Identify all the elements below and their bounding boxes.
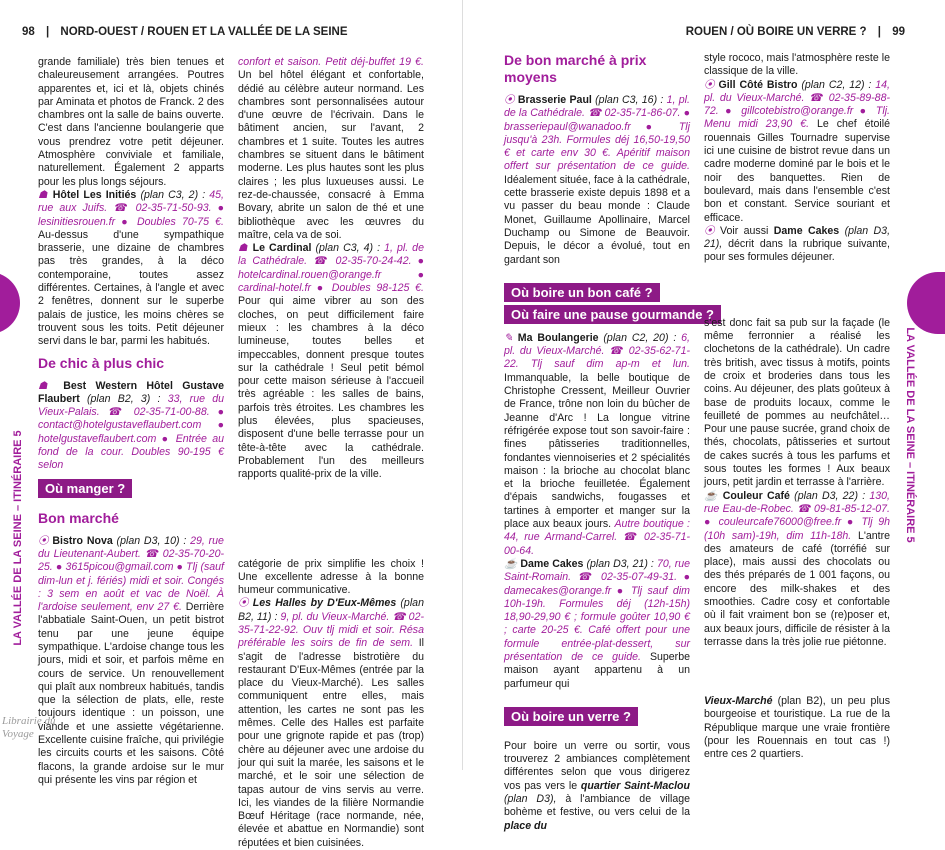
- listing-address: 1, pl. de la Cathédrale. ☎ 02-35-71-86-07. ● brasseriepaul@wanadoo.fr ● Tlj jusqu'à 23h. Formules déj 16,50-19,50 € et carte env 30 €. Apéritif maison offert sur présentation de ce guide.: [504, 94, 690, 173]
- listing-address: 45, rue aux Juifs. ☎ 02-35-71-50-93. ● lesinitiesrouen.fr ● Doubles 70-75 €.: [38, 188, 224, 228]
- page-number: 99: [892, 26, 905, 38]
- listing-address: confort et saison. Petit déj-buffet 19 €.: [238, 56, 424, 68]
- listing-name: Best Western Hôtel Gustave Flaubert: [38, 379, 225, 405]
- listing-name: Couleur Café: [722, 489, 790, 502]
- listing-name: Brasserie Paul: [517, 94, 592, 106]
- listing-location: (plan C2, 12) :: [801, 78, 872, 91]
- section-box-heading: Où boire un bon café ?: [504, 283, 660, 302]
- listing-description: Pour qui aime vibrer au son des cloches, on peut difficilement faire mieux : les chambres à la déco lumineuse, toutes belles et impeccables, donnent presque toutes sur la cathédrale ! Seul petit bémol pour cette maison sérieuse à l'accueil très agréable : les salles de bains, parfois très étroites. Les chambres les plus élevées, plus spacieuses, disposent d'une belle terrasse pour un tête-à-tête avec la cathédrale. Probablement l'un des meilleurs rapports qualité-prix de la ville.: [238, 295, 424, 481]
- paragraph: style rococo, mais l'atmosphère reste le classique de la ville.: [704, 52, 890, 78]
- text-column: [38, 56, 225, 786]
- listing-brasserie-paul: [504, 94, 690, 267]
- listing-location: (plan C3, 4) :: [315, 242, 381, 255]
- listing-bistro-nova: [38, 535, 224, 788]
- gutter: [462, 0, 463, 770]
- pastry-icon: ✎: [504, 331, 513, 344]
- listing-dame-cakes: [504, 558, 690, 691]
- section-heading: De bon marché à prix moyens: [504, 52, 647, 85]
- text-column: [504, 52, 714, 832]
- text-column: [238, 56, 424, 849]
- listing-gill-cote-bistro: [704, 79, 890, 225]
- listing-location: (plan C3, 2) :: [140, 188, 206, 201]
- restaurant-icon: ⦿: [38, 534, 49, 547]
- hotel-icon: ☗: [38, 188, 49, 201]
- listing-location: (plan D3, 21) :: [586, 557, 654, 570]
- listing-les-halles: [238, 597, 424, 850]
- listing-name: Dame Cakes: [773, 224, 840, 237]
- listing-address: 1, pl. de la Cathédrale. ☎ 02-35-70-24-42. ● hotelcardinal.rouen@orange.fr ● cardinal-hotel.fr ● Doubles 98-125 €.: [238, 242, 424, 295]
- place-name: place du: [504, 819, 547, 832]
- listing-location: (plan D3, 21),: [704, 224, 891, 251]
- listing-description: Idéalement située, face à la cathédrale, cette brasserie existe depuis 1898 et a vu passer du beau monde : Claude Monet, Guillaume Apollinaire, Marcel Duchamp ou Simone de Beauvoir. Depuis, le décor a évolué, tout en gardant son: [504, 173, 690, 266]
- publisher-stamp: Librairie du Voyage: [2, 715, 56, 740]
- text: Voir aussi: [719, 224, 769, 237]
- listing-description: Immanquable, la belle boutique de Christophe Cressent, Meilleur Ouvrier de France, trône non loin du bûcher de Jeanne d'Arc ! La longue vitrine réfrigérée expose tout son savoir-faire : fines pâtisseries traditionnelles, fondantes viennoiseries et 2 spécialités maison : la brioche au chocolat blanc et la brioche feuilletée. Également d'épais sandwichs, fougasses et tartines à emporter et manger sur la place aux beaux jours.: [504, 371, 690, 531]
- listing-location: (plan D3),: [504, 793, 557, 806]
- section-box-heading: Où boire un verre ?: [504, 707, 638, 726]
- text-column: [704, 52, 890, 764]
- paragraph-vieux-marche: [704, 695, 890, 761]
- listing-name: Le Cardinal: [252, 242, 312, 255]
- running-title: NORD-OUEST / ROUEN ET LA VALLÉE DE LA SEINE: [60, 26, 348, 38]
- page-header-left: 98 | NORD-OUEST / ROUEN ET LA VALLÉE DE LA SEINE: [22, 26, 348, 38]
- text: (plan B2), un peu plus bourgeoise et touristique. La rue de la République marque une vraie frontière (pour les Rouennais en tout cas !) entre ces 2 quartiers.: [704, 695, 890, 761]
- listing-location: (plan B2, 11) :: [238, 597, 424, 623]
- spacer: [504, 267, 690, 283]
- spacer: [238, 482, 424, 558]
- listing-location: (plan D3, 10) :: [116, 534, 187, 547]
- cafe-icon: ☕: [704, 489, 719, 502]
- listing-address: 70, rue Saint-Romain. ☎ 02-35-07-49-31. ● damecakes@orange.fr ● Tlj sauf dim 10h-19h. Formules déj (12h-15h) 18,90-29,90 € ; formule goûter 10,90 € ; carte 20-25 €. Café offert pour une formule entrée-plat-dessert, sur présentation de ce guide.: [504, 557, 691, 663]
- listing-description: Il s'agit de l'adresse bistrotière du restaurant D'Eux-Mêmes (entrée par la place du Vieux-Marché). Les salles communiquent entre elles, mais attention, les cartes ne sont pas les mêmes. Celle des Halles est parfaite pour une grignote rapide et pas (trop) chère au déjeuner avec une ardoise du jour qui suit la marée, les saisons et le marché, et le soir une sélection de tapas autour de vins servis au verre. Ici, les viandes de la filière Normandie Bœuf Héritage (race normande, née, élevée et abattue en Normandie) sont réputées et bien cuisinées.: [238, 637, 424, 849]
- paragraph-quartiers: [504, 740, 690, 833]
- hotel-icon: ☗: [238, 242, 249, 255]
- spacer: [704, 649, 890, 695]
- listing-address: 29, rue du Lieutenant-Aubert. ☎ 02-35-70-20-25. ● 3615picou@gmail.com ● Tlj (sauf dim-lun et j. fériés) midi et soir. Congés : 3 sem en août et vac de Noël. À l'ardoise seulement, env 27 €.: [38, 534, 224, 614]
- listing-name: Bistro Nova: [52, 534, 113, 547]
- left-page: [0, 0, 463, 849]
- text: à l'ambiance de village bohème et festive, ou vers celui de la: [504, 793, 690, 819]
- paragraph: grande familiale) très bien tenues et chaleureusement arrangées. Poutres apparentes et, ici et là, objets chinés par Aminata et photos de Franck. 2 des chambres ont la salle de bains ouverte. C'est dans l'ancienne boulangerie que vous prendrez votre petit déjeuner. Atmosphère conviviale et familiale, naturellement. Également 2 apparts pour les plus longs séjours.: [38, 56, 224, 188]
- listing-address: 9, pl. du Vieux-Marché. ☎ 02-35-71-22-92. Ouv tlj midi et soir. Résa préférable les soirs de fin de sem.: [238, 610, 424, 650]
- listing-location: (plan C2, 20) :: [603, 331, 677, 344]
- place-name: quartier Saint-Maclou: [580, 779, 690, 792]
- paragraph: catégorie de prix simplifie les choix ! Une excellente adresse à la bonne humeur communicative.: [238, 557, 424, 597]
- cafe-icon: ☕: [504, 557, 518, 570]
- listing-description: Le chef étoilé rouennais Gilles Tournadre supervise ici une cuisine de bistrot revue dans un cadre moderne dominé par le bois et le noir des banquettes. Rien de boulevard, mais dans l'ensemble c'est bon et constant. Service souriant et efficace.: [704, 118, 890, 224]
- restaurant-icon: ⦿: [504, 94, 515, 106]
- listing-address: 6, pl. du Vieux-Marché. ☎ 02-35-62-71-22. Tlj sauf dim ap-m et lun.: [504, 331, 690, 371]
- listing-le-cardinal: [238, 242, 424, 481]
- text: décrit dans la rubrique suivante, pour ses formules déjeuner.: [704, 238, 890, 264]
- section-box-heading: Où faire une pause gourmande ?: [504, 305, 721, 324]
- thumb-tab: [907, 272, 945, 334]
- section-heading: Bon marché: [38, 509, 119, 526]
- listing-name: Les Halles by D'Eux-Mêmes: [252, 597, 397, 610]
- side-label: LA VALLÉE DE LA SEINE – ITINÉRAIRE 5: [904, 327, 916, 543]
- listing-ma-boulangerie: [504, 332, 690, 558]
- page-header-right: ROUEN / OÙ BOIRE UN VERRE ? | 99: [685, 26, 905, 38]
- listing-address: 33, rue du Vieux-Palais. ☎ 02-35-71-00-88. ● contact@hotelgustaveflaubert.com ● hotelgustaveflaubert.com ● Entrée au fond de la cour. Doubles 90-195 € selon: [38, 392, 224, 472]
- listing-best-western-cont: [238, 56, 424, 242]
- restaurant-icon: ⦿: [238, 597, 249, 610]
- place-name: Vieux-Marché: [704, 695, 773, 708]
- section-box-heading: Où manger ?: [38, 479, 132, 498]
- right-page: [464, 0, 927, 832]
- running-title: ROUEN / OÙ BOIRE UN VERRE ?: [685, 26, 867, 38]
- hotel-icon: ☗: [38, 379, 54, 392]
- listing-location: (plan D3, 22) :: [794, 489, 866, 502]
- listing-hotel-les-inities: [38, 189, 224, 349]
- listing-description: Derrière l'abbatiale Saint-Ouen, un petit bistrot tenu par une jeune équipe sympathique. L'ardoise change tous les jours, midi et soir, et parfois même en cours de service. Un renouvellement qui plaît aux nombreux habitués, tandis que la sélection de plats, elle, reste toujours identique : un poisson, une viande et une assiette végétarienne. Excellente cuisine fraîche, qui privilégie les circuits courts et les saisons. Côté flacons, la grande ardoise sur le mur qui présente les vins par région et: [38, 601, 224, 786]
- listing-address: 130, rue Eau-de-Robec. ☎ 09-81-85-12-07. ● couleurcafe76000@free.fr ● Tlj 9h (10h sam)-19h, dim 11h-18h.: [704, 489, 890, 542]
- listing-description: Un bel hôtel élégant et confortable, dédié au célèbre auteur normand. Les chambres sont personnalisées autour d'une œuvre de l'écrivain. Dans le bâtiment ancien, sur l'avant, 2 chambres et 1 suite. Toutes les autres chambres se situent dans le bâtiment moderne. Les plus hautes sont les plus claires ; les plus luxueuses aussi. Le rez-de-chaussée, consacré à Emma Bovary, abrite un salon de thé et une bibliothèque avec les œuvres du maître, cela va de soi.: [238, 69, 424, 241]
- listing-name: Gill Côté Bistro: [718, 78, 798, 91]
- paragraph: s'est donc fait sa pub sur la façade (le même ferronnier a réalisé les clochetons de la cathédrale). Un cadre très british, avec tissus à motifs, points de croix et broderies dans tous les coins. Au déjeuner, des plats goûteux à base de produits locaux, comme le feuilleté de pommes au neufchâtel… Pour une pause sucrée, grand choix de thés, chocolats, pâtisseries et surtout de cakes sucrés à tous les parfums et sous toutes les formes ! Aux beaux jours, petit jardin et terrasse à l'arrière.: [704, 316, 890, 489]
- listing-name: Ma Boulangerie: [517, 331, 599, 344]
- listing-description: L'antre des amateurs de café (torréfié sur place), mais aussi des chocolats ou des thés préparés de 1 001 façons, ou encore des milk-shakes et des smoothies. Cadre cosy et confortable où il fait vraiment bon se (re)poser et, aux beaux jours, difficile de résister à la terrasse dans la très jolie rue piétonne.: [704, 529, 890, 648]
- side-label: LA VALLÉE DE LA SEINE – ITINÉRAIRE 5: [12, 430, 24, 646]
- listing-address: Autre boutique : 44, rue Armand-Carrel. ☎ 02-35-71-00-64.: [504, 518, 690, 557]
- see-also: [704, 225, 890, 265]
- listing-location: (plan B2, 3) :: [87, 392, 161, 405]
- thumb-tab: [0, 272, 20, 334]
- listing-address: 14, pl. du Vieux-Marché. ☎ 02-35-89-88-72. ● gillcotebistro@orange.fr ● Tlj. Menu midi 23,90 €.: [704, 78, 890, 131]
- listing-couleur-cafe: [704, 490, 890, 650]
- listing-best-western: [38, 380, 224, 473]
- restaurant-icon: ⦿: [704, 78, 715, 91]
- listing-name: Hôtel Les Initiés: [52, 188, 137, 201]
- listing-description: Superbe maison ayant appartenu à un parfumeur qui: [504, 650, 690, 690]
- section-heading: De chic à plus chic: [38, 354, 165, 371]
- listing-description: Au-dessus d'une sympathique brasserie, une dizaine de chambres pas très grandes, à la déco contemporaine, toutes assez différentes. Certaines, à l'angle et avec 2 fenêtres, donnent sur le superbe palais de justice, les moins chères se trouvent sous les toits. Petit déjeuner servi dans le bar, parmi les habitués.: [38, 228, 224, 348]
- restaurant-icon: ⦿: [704, 224, 715, 237]
- text: Pour boire un verre ou sortir, vous trouverez 2 ambiances complètement différentes selon que vous dirigerez vos pas vers le: [504, 739, 690, 792]
- spacer: [704, 265, 890, 317]
- listing-location: (plan C3, 16) :: [595, 94, 664, 106]
- listing-name: Dame Cakes: [520, 557, 584, 570]
- page-number: 98: [22, 26, 35, 38]
